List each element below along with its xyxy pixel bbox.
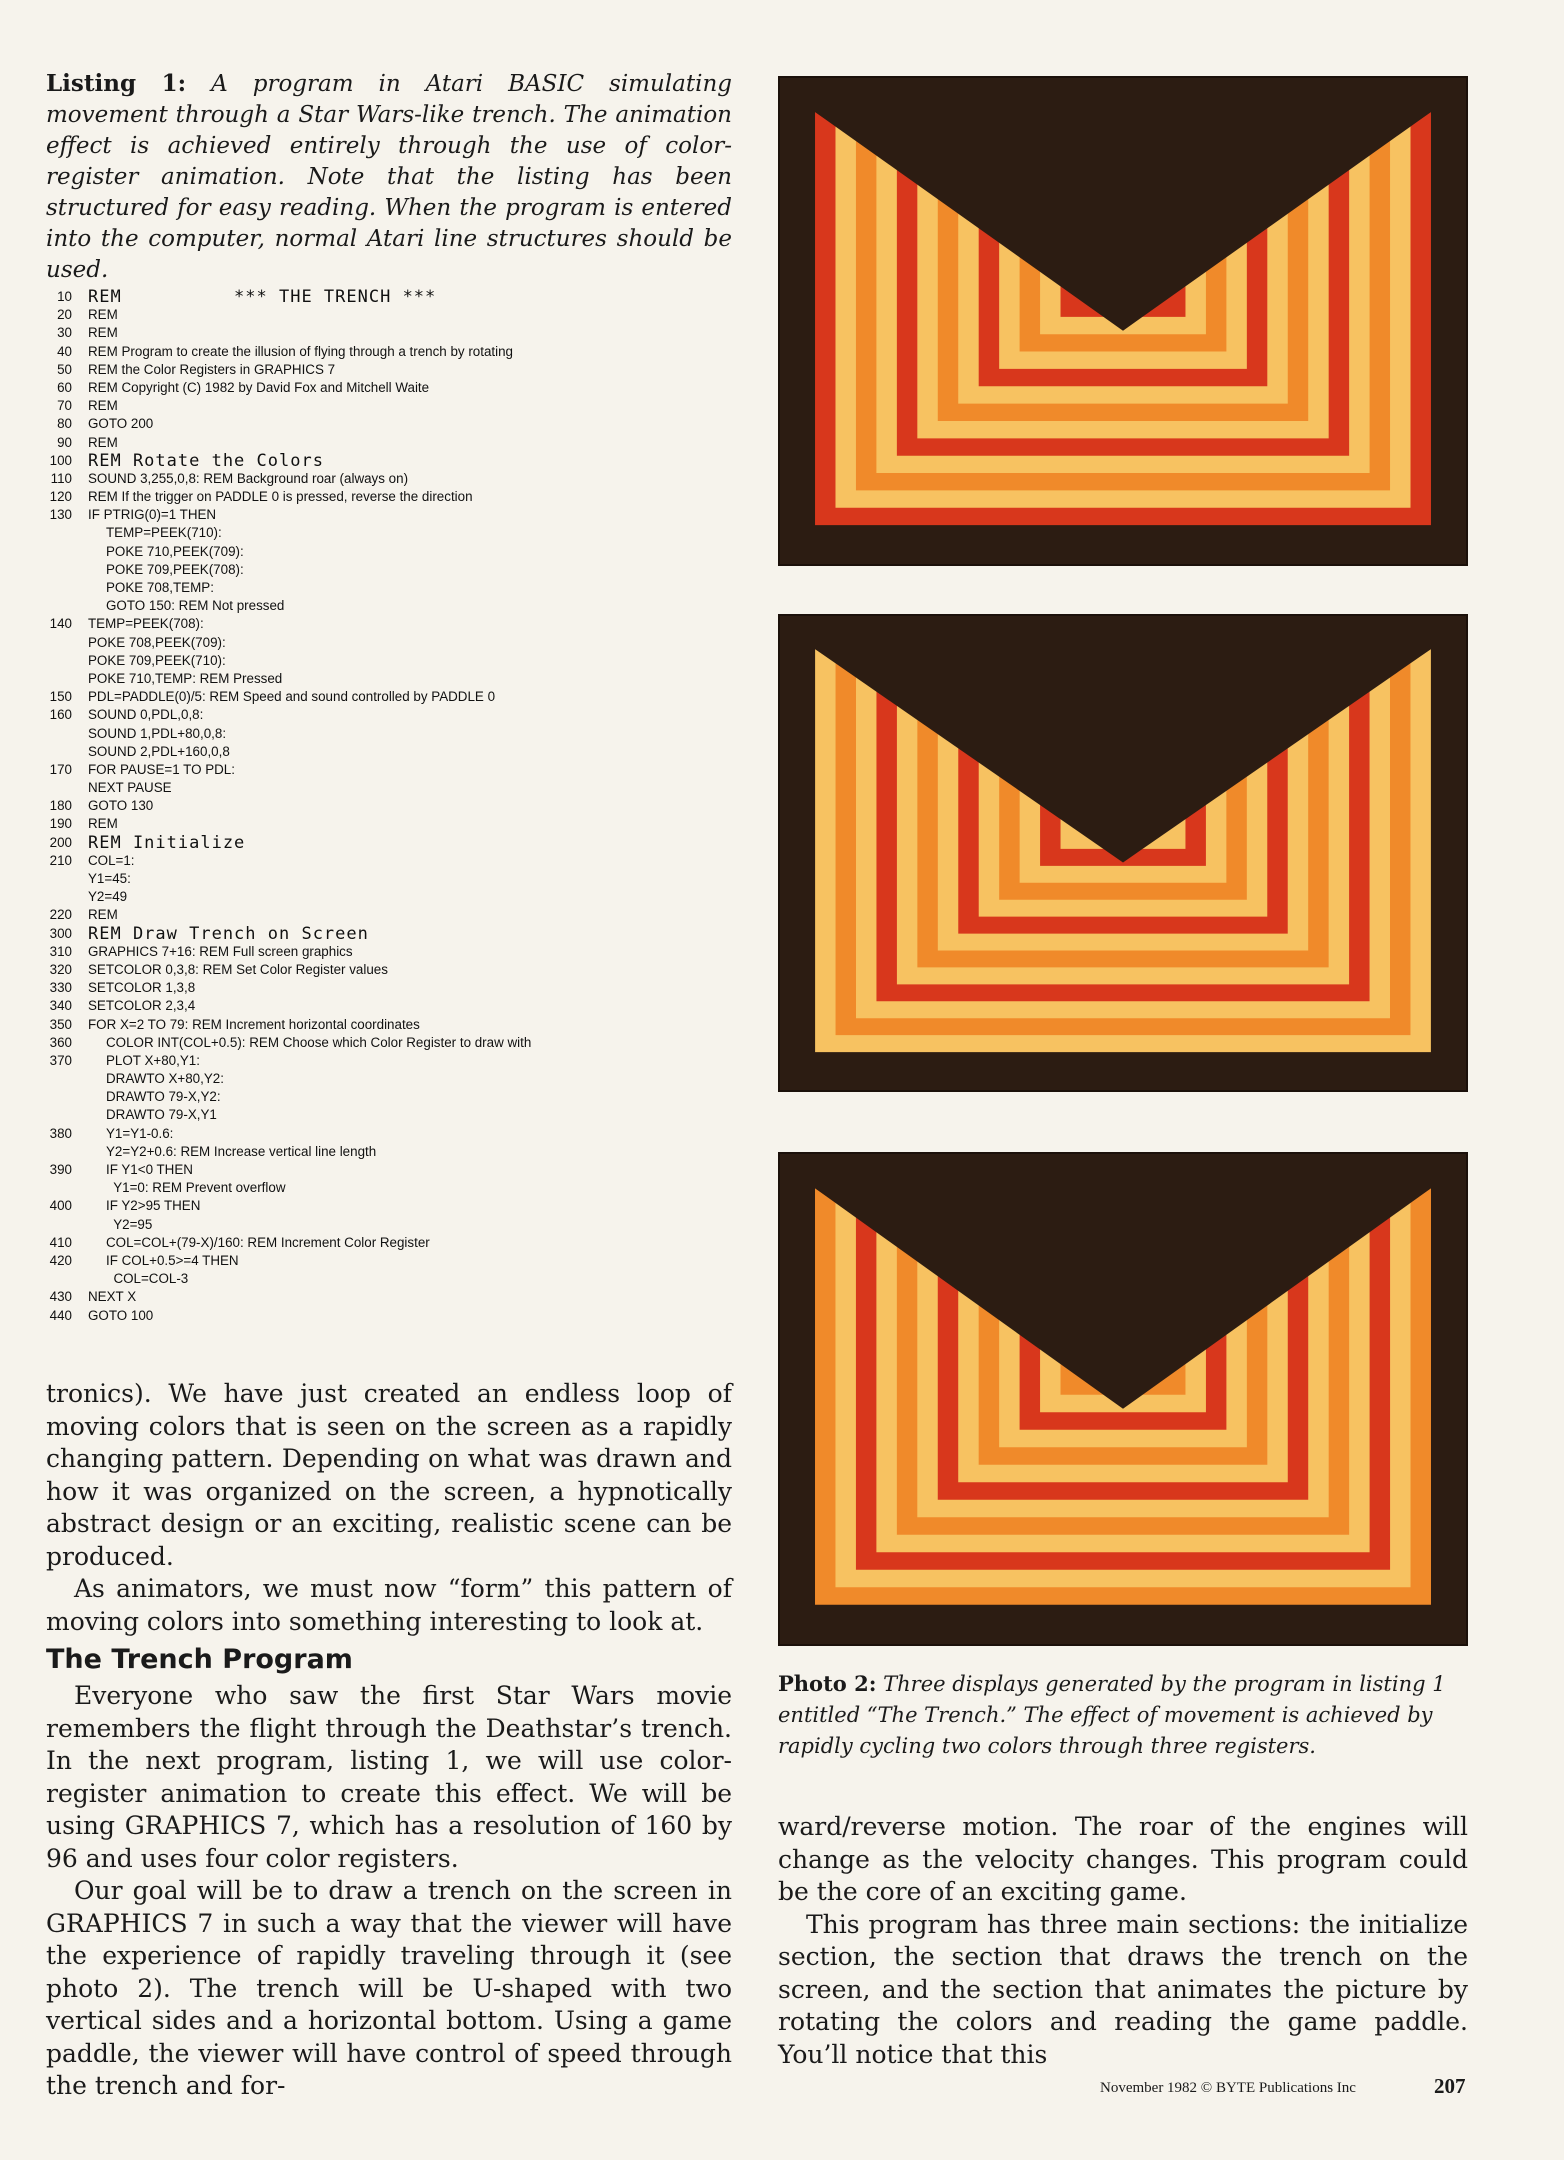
listing-line [46, 452, 736, 470]
line-code: TEMP=PEEK(708): [88, 616, 204, 632]
line-code: DRAWTO X+80,Y2: [106, 1071, 224, 1087]
line-code: GOTO 100 [88, 1307, 154, 1323]
photo-caption-text: Three displays generated by the program in listing 1 entitled “The Trench.” The effect of movement is achieved by rapidly cycling two colors through three registers. [778, 1672, 1446, 1758]
line-number: 320 [49, 961, 72, 977]
line-number: 110 [50, 470, 72, 486]
line-code: REM Rotate the Colors [88, 450, 324, 471]
line-code: COL=COL-3 [106, 1271, 189, 1287]
line-code: NEXT X [88, 1289, 137, 1305]
page-footer: November 1982 © BYTE Publications Inc [1100, 2080, 1356, 2096]
line-number: 80 [57, 416, 72, 432]
line-number: 40 [57, 343, 72, 359]
line-number: 370 [49, 1052, 72, 1068]
line-number: 350 [49, 1016, 72, 1032]
line-code: SETCOLOR 0,3,8: REM Set Color Register values [88, 961, 388, 977]
paragraph: Our goal will be to draw a trench on the screen in GRAPHICS 7 in such a way that the viewer will have the experience of rapidly traveling through it (see photo 2). The trench will be U-shaped with two vertical sides and a horizontal bottom. Using a game paddle, the viewer will have control of speed through the trench and for- [46, 1876, 732, 2100]
line-number: 160 [49, 707, 72, 723]
line-code: DRAWTO 79-X,Y1 [106, 1107, 217, 1123]
line-code: POKE 708,TEMP: [106, 580, 214, 595]
listing-line [46, 634, 736, 652]
line-number: 10 [57, 289, 72, 304]
line-number: 60 [57, 379, 72, 395]
listing-line [46, 1252, 736, 1270]
line-number: 420 [49, 1252, 72, 1268]
listing-line [46, 961, 736, 979]
listing-line [46, 306, 736, 324]
listing-line [46, 1106, 736, 1124]
line-code: COL=COL+(79-X)/160: REM Increment Color Register [106, 1234, 430, 1250]
listing-caption [46, 68, 732, 286]
column1-upper-text [46, 1378, 732, 1638]
listing-line [46, 834, 736, 852]
listing-line [46, 324, 736, 342]
listing-line [46, 979, 736, 997]
listing-line [46, 1307, 736, 1325]
line-code: REM If the trigger on PADDLE 0 is pressed, reverse the direction [88, 489, 473, 505]
listing-line [46, 925, 736, 943]
line-code: REM [88, 907, 118, 923]
line-number: 300 [49, 925, 72, 941]
line-code: REM [88, 434, 118, 450]
listing-line [46, 615, 736, 633]
line-number: 120 [49, 489, 72, 505]
line-code: REM [88, 325, 118, 341]
listing-line [46, 1216, 736, 1234]
listing-line [46, 1125, 736, 1143]
line-code: REM Copyright (C) 1982 by David Fox and Mitchell Waite [88, 379, 430, 395]
listing-line [46, 397, 736, 415]
listing-line [46, 743, 736, 761]
listing-line [46, 1143, 736, 1161]
listing-line [46, 852, 736, 870]
listing-line [46, 1288, 736, 1306]
line-code: POKE 710,TEMP: REM Pressed [88, 670, 283, 686]
listing-line [46, 906, 736, 924]
listing-line [46, 1088, 736, 1106]
paragraph: Everyone who saw the first Star Wars movie remembers the flight through the Deathstar’s trench. In the next program, listing 1, we will use color-register animation to create this effect. We will be using GRAPHICS 7, which has a resolution of 160 by 96 and uses four color registers. [46, 1681, 732, 1873]
line-code: Y1=0: REM Prevent overflow [106, 1180, 286, 1196]
line-number: 200 [49, 834, 72, 850]
listing-line [46, 779, 736, 797]
line-number: 380 [49, 1125, 72, 1141]
listing-line [46, 815, 736, 833]
listing-line [46, 1070, 736, 1088]
listing-line [46, 379, 736, 397]
listing-line [46, 524, 736, 542]
line-code: Y2=Y2+0.6: REM Increase vertical line length [106, 1143, 377, 1159]
line-code: IF PTRIG(0)=1 THEN [88, 507, 217, 523]
line-number: 430 [49, 1289, 72, 1305]
line-number: 90 [57, 434, 72, 450]
line-number: 390 [49, 1162, 72, 1177]
line-code: PDL=PADDLE(0)/5: REM Speed and sound controlled by PADDLE 0 [88, 689, 496, 705]
listing-line [46, 1179, 736, 1197]
line-code: POKE 708,PEEK(709): [88, 634, 226, 650]
listing-line [46, 797, 736, 815]
line-code: SOUND 3,255,0,8: REM Background roar (always on) [88, 470, 409, 486]
trench-photo-1 [778, 76, 1468, 566]
line-code: Y1=Y1-0.6: [106, 1125, 174, 1141]
line-code: Y2=95 [106, 1216, 153, 1232]
paragraph: As animators, we must now “form” this pattern of moving colors into something interesting to look at. [46, 1574, 732, 1636]
line-code: SOUND 0,PDL,0,8: [88, 707, 204, 723]
line-code: IF Y2>95 THEN [106, 1198, 201, 1214]
line-code: REM Draw Trench on Screen [88, 923, 369, 944]
program-listing [46, 288, 736, 1325]
section-heading: The Trench Program [46, 1644, 353, 1675]
trench-image [780, 78, 1466, 564]
line-code: REM [88, 307, 118, 323]
line-code: DRAWTO 79-X,Y2: [106, 1089, 221, 1105]
line-code: REM Initialize [88, 832, 246, 853]
listing-line [46, 725, 736, 743]
listing-line [46, 688, 736, 706]
line-code: Y2=49 [88, 889, 128, 905]
column2-text [778, 1811, 1468, 2071]
listing-line [46, 870, 736, 888]
listing-line [46, 288, 736, 306]
line-code: GOTO 200 [88, 416, 154, 432]
listing-line [46, 488, 736, 506]
listing-line [46, 579, 736, 597]
line-number: 140 [49, 616, 72, 632]
line-number: 310 [49, 943, 72, 959]
listing-line [46, 943, 736, 961]
line-code: SETCOLOR 2,3,4 [88, 998, 196, 1014]
line-number: 50 [57, 361, 72, 377]
listing-caption-text: A program in Atari BASIC simulating movement through a Star Wars-like trench. The animation effect is achieved entirely through the use of color-register animation. Note that the listing has been structured for easy reading. When the program is entered into the computer, normal Atari line structures should be used. [46, 71, 733, 283]
line-code: REM [88, 816, 118, 832]
line-number: 190 [49, 816, 72, 832]
line-number: 20 [57, 307, 72, 323]
page-number: 207 [1434, 2074, 1466, 2098]
line-number: 410 [49, 1234, 72, 1250]
listing-line [46, 343, 736, 361]
line-code: POKE 709,PEEK(710): [88, 652, 226, 668]
listing-line [46, 670, 736, 688]
photo-caption [778, 1668, 1468, 1762]
line-code: PLOT X+80,Y1: [106, 1052, 200, 1068]
line-number: 360 [49, 1034, 72, 1050]
line-code: COL=1: [88, 852, 135, 868]
listing-line [46, 1270, 736, 1288]
line-code: Y1=45: [88, 871, 131, 886]
listing-line [46, 543, 736, 561]
line-number: 100 [49, 452, 72, 468]
line-code: IF Y1<0 THEN [106, 1162, 193, 1177]
listing-line [46, 597, 736, 615]
line-code: FOR X=2 TO 79: REM Increment horizontal coordinates [88, 1016, 420, 1032]
listing-line [46, 652, 736, 670]
line-number: 400 [49, 1198, 72, 1214]
listing-line [46, 1234, 736, 1252]
line-code: REM Program to create the illusion of flying through a trench by rotating [88, 343, 513, 359]
line-number: 440 [49, 1307, 72, 1323]
listing-line [46, 506, 736, 524]
paragraph: tronics). We have just created an endless loop of moving colors that is seen on the screen as a rapidly changing pattern. Depending on what was drawn and how it was organized on the screen, a hypnotically abstract design or an exciting, realistic scene can be produced. [46, 1379, 732, 1571]
listing-line [46, 415, 736, 433]
trench-image [780, 1154, 1466, 1644]
line-code: GOTO 150: REM Not pressed [106, 598, 285, 614]
line-code: TEMP=PEEK(710): [106, 525, 222, 541]
listing-line [46, 1197, 736, 1215]
listing-line [46, 1016, 736, 1034]
line-number: 210 [49, 852, 72, 868]
line-code: SOUND 1,PDL+80,0,8: [88, 725, 227, 741]
listing-line [46, 470, 736, 488]
line-code: REM *** THE TRENCH *** [88, 287, 437, 307]
line-number: 150 [49, 689, 72, 705]
listing-line [46, 1034, 736, 1052]
listing-line [46, 1161, 736, 1179]
listing-line [46, 561, 736, 579]
line-number: 30 [57, 325, 72, 341]
line-number: 70 [57, 398, 72, 414]
listing-line [46, 761, 736, 779]
listing-line [46, 888, 736, 906]
line-code: FOR PAUSE=1 TO PDL: [88, 761, 235, 777]
listing-line [46, 1052, 736, 1070]
line-number: 180 [49, 798, 72, 814]
listing-line [46, 997, 736, 1015]
line-number: 130 [49, 507, 72, 523]
line-number: 170 [49, 761, 72, 777]
line-number: 340 [49, 998, 72, 1014]
trench-photo-3 [778, 1152, 1468, 1646]
line-code: POKE 710,PEEK(709): [106, 543, 244, 559]
line-code: COLOR INT(COL+0.5): REM Choose which Color Register to draw with [106, 1034, 532, 1050]
line-number: 220 [49, 907, 72, 923]
line-number: 330 [49, 980, 72, 996]
listing-line [46, 434, 736, 452]
listing-caption-label: Listing 1: [46, 70, 187, 97]
listing-line [46, 361, 736, 379]
line-code: REM the Color Registers in GRAPHICS 7 [88, 361, 336, 377]
line-code: REM [88, 398, 118, 414]
line-code: SETCOLOR 1,3,8 [88, 980, 196, 996]
listing-line [46, 706, 736, 724]
line-code: GRAPHICS 7+16: REM Full screen graphics [88, 943, 353, 959]
line-code: IF COL+0.5>=4 THEN [106, 1252, 239, 1268]
trench-photo-2 [778, 614, 1468, 1092]
line-code: POKE 709,PEEK(708): [106, 561, 244, 577]
line-code: NEXT PAUSE [88, 780, 172, 796]
paragraph: ward/reverse motion. The roar of the engines will change as the velocity changes. This program could be the core of an exciting game. [778, 1812, 1468, 1906]
photo-caption-label: Photo 2: [778, 1671, 877, 1696]
line-code: GOTO 130 [88, 798, 154, 814]
column1-lower-text [46, 1680, 732, 2103]
trench-image [780, 616, 1466, 1090]
line-code: SOUND 2,PDL+160,0,8 [88, 743, 230, 759]
paragraph: This program has three main sections: the initialize section, the section that draws the trench on the screen, and the section that animates the picture by rotating the colors and reading the game paddle. You’ll notice that this [778, 1909, 1468, 2069]
